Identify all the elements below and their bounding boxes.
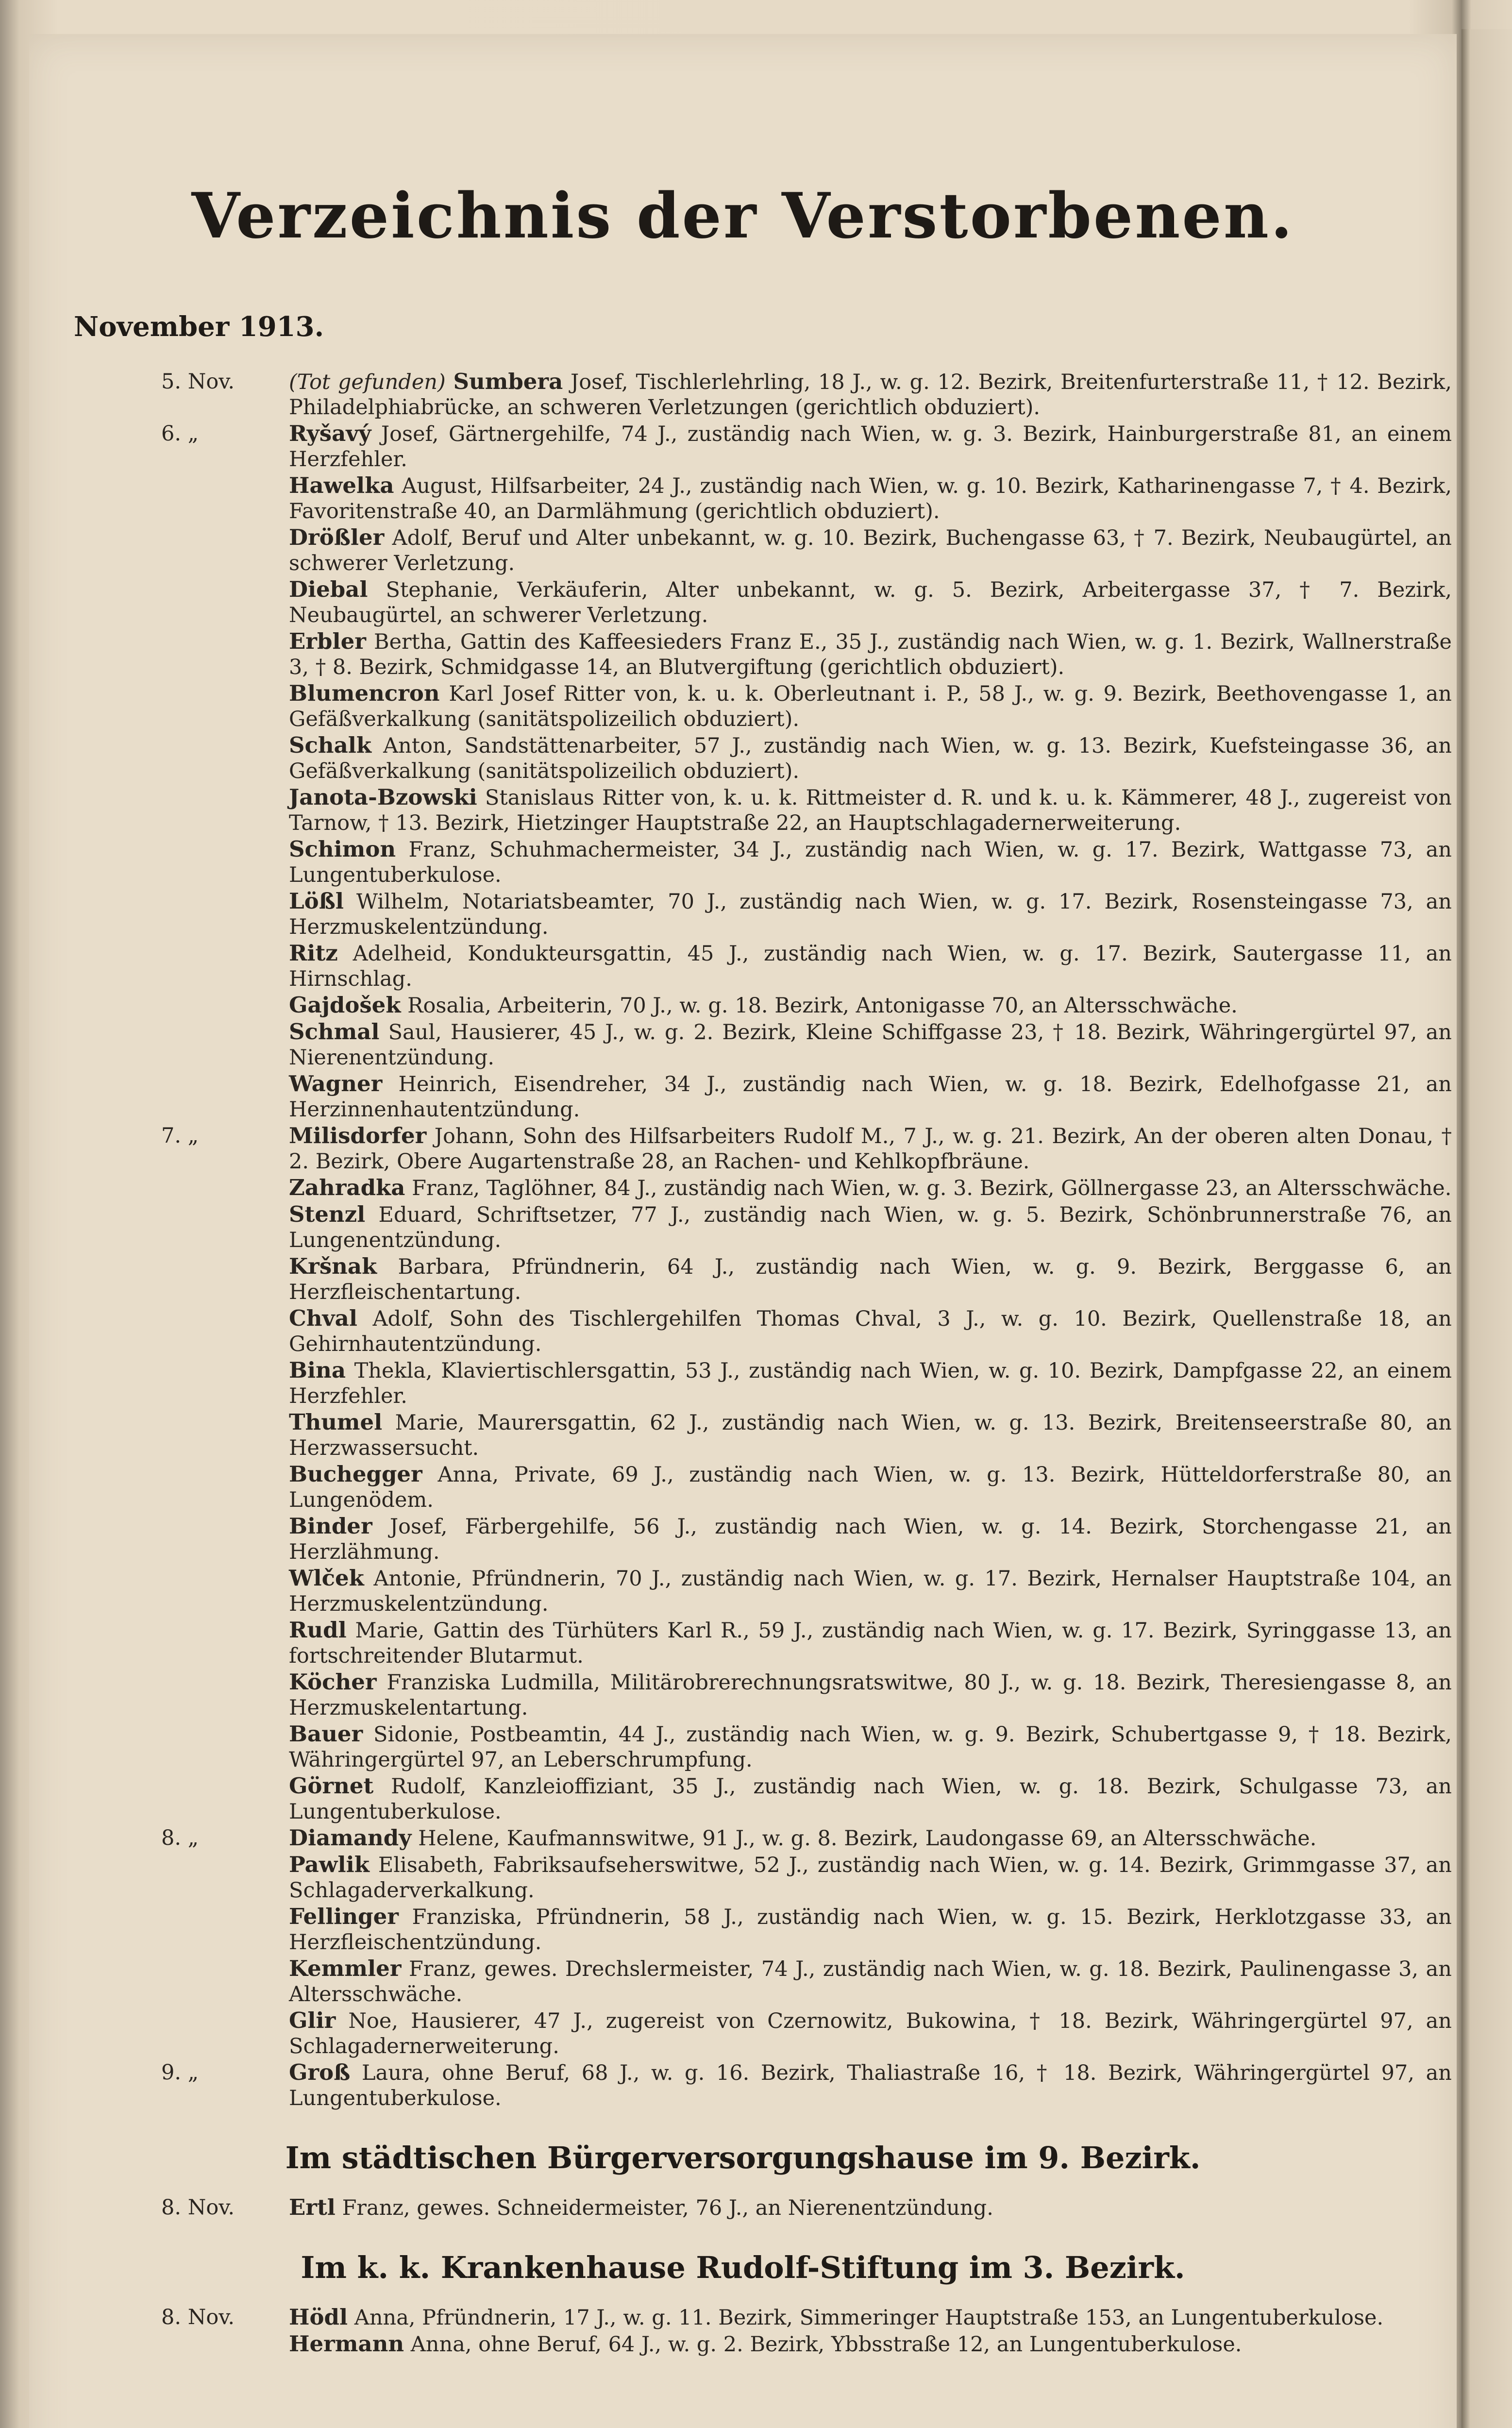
entry-details: Stanislaus Ritter von, k. u. k. Rittmeister d. R. und k. u. k. Kämmerer, 48 J., zugereist von Tarnow, † 13. Bezirk, Hietzinger Hauptstraße 22, an Hauptschlagadernerweiterung.	[289, 786, 1452, 835]
entry-details: Franziska Ludmilla, Militärobrerechnungsratswitwe, 80 J., w. g. 18. Bezirk, Theresiengasse 8, an Herzmuskelentartung.	[289, 1670, 1452, 1720]
entry-surname: Chval	[289, 1305, 357, 1331]
death-entry	[29, 1254, 1457, 1305]
entry-details: Josef, Gärtnergehilfe, 74 J., zuständig nach Wien, w. g. 3. Bezirk, Hainburgerstraße 81, an einem Herzfehler.	[289, 422, 1452, 472]
entry-date: 8. Nov.	[161, 2195, 235, 2220]
death-entry	[29, 577, 1457, 628]
entry-surname: Gajdošek	[289, 992, 401, 1018]
entry-surname: Schalk	[289, 732, 372, 758]
entry-details: Rudolf, Kanzleioffiziant, 35 J., zuständig nach Wien, w. g. 18. Bezirk, Schulgasse 73, an Lungentuberkulose.	[289, 1774, 1452, 1824]
entry-surname: Kemmler	[289, 1956, 402, 1981]
month-heading: November 1913.	[74, 311, 324, 343]
entry-surname: Görnet	[289, 1773, 374, 1799]
section-title-rudolf-stiftung: Im k. k. Krankenhause Rudolf-Stiftung im 3. Bezirk.	[301, 2250, 1185, 2285]
entry-details: Eduard, Schriftsetzer, 77 J., zuständig nach Wien, w. g. 5. Bezirk, Schönbrunnerstraße 76, an Lungenentzündung.	[289, 1203, 1452, 1252]
entry-surname: Milisdorfer	[289, 1123, 427, 1148]
entry-details: Franz, Taglöhner, 84 J., zuständig nach Wien, w. g. 3. Bezirk, Göllnergasse 23, an Altersschwäche.	[412, 1176, 1452, 1200]
entry-surname: Wagner	[289, 1071, 383, 1096]
entry-details: Adelheid, Kondukteursgattin, 45 J., zuständig nach Wien, w. g. 17. Bezirk, Sautergasse 11, an Hirnschlag.	[289, 942, 1452, 991]
entry-date: 8. Nov.	[161, 2305, 235, 2329]
death-entry	[29, 681, 1457, 732]
entry-surname: Glir	[289, 2007, 336, 2033]
entry-details: Sidonie, Postbeamtin, 44 J., zuständig nach Wien, w. g. 9. Bezirk, Schubertgasse 9, † 18. Bezirk, Währingergürtel 97, an Leberschrumpfung.	[289, 1722, 1452, 1772]
entry-details: Marie, Maurersgattin, 62 J., zuständig nach Wien, w. g. 13. Bezirk, Breitenseerstraße 80, an Herzwassersucht.	[289, 1411, 1452, 1460]
death-entry	[29, 993, 1457, 1018]
entry-surname: Janota-Bzowski	[289, 784, 477, 810]
death-entry	[29, 1904, 1457, 1955]
death-entry	[29, 1202, 1457, 1253]
section-entries-buergerversorgungshaus	[29, 2195, 1457, 2221]
death-entry	[29, 1773, 1457, 1824]
death-entry	[29, 2060, 1457, 2111]
death-entry	[29, 1514, 1457, 1565]
death-entry	[29, 1618, 1457, 1669]
entry-details: Antonie, Pfründnerin, 70 J., zuständig nach Wien, w. g. 17. Bezirk, Hernalser Hauptstraße 104, an Herzmuskelentzündung.	[289, 1567, 1452, 1616]
entry-surname: Sumbera	[453, 369, 563, 394]
entry-surname: Schimon	[289, 836, 396, 862]
death-entry	[29, 2008, 1457, 2059]
death-entry	[29, 369, 1457, 420]
death-entry	[29, 2195, 1457, 2221]
entry-details: Anton, Sandstättenarbeiter, 57 J., zuständig nach Wien, w. g. 13. Bezirk, Kuefsteingasse 36, an Gefäßverkalkung (sanitätspolizeilich obduziert).	[289, 734, 1452, 783]
death-entry	[29, 1721, 1457, 1772]
section-title-buergerversorgungshaus: Im städtischen Bürgerversorgungshause im 9. Bezirk.	[285, 2140, 1201, 2175]
death-entry	[29, 1825, 1457, 1851]
death-entry	[29, 1566, 1457, 1617]
entry-details: Bertha, Gattin des Kaffeesieders Franz E., 35 J., zuständig nach Wien, w. g. 1. Bezirk, Wallnerstraße 3, † 8. Bezirk, Schmidgasse 14, an Blutvergiftung (gerichtlich obduziert).	[289, 630, 1452, 679]
entry-surname: Bina	[289, 1357, 346, 1383]
entry-details: Marie, Gattin des Türhüters Karl R., 59 J., zuständig nach Wien, w. g. 17. Bezirk, Syringgasse 13, an fortschreitender Blutarmut.	[289, 1619, 1452, 1668]
entry-surname: Rudl	[289, 1617, 347, 1643]
entry-details: Thekla, Klaviertischlersgattin, 53 J., zuständig nach Wien, w. g. 10. Bezirk, Dampfgasse 22, an einem Herzfehler.	[289, 1359, 1452, 1408]
death-entry	[29, 1019, 1457, 1070]
death-entry	[29, 421, 1457, 472]
entry-surname: Diamandy	[289, 1825, 412, 1851]
entry-details: Anna, Private, 69 J., zuständig nach Wien, w. g. 13. Bezirk, Hütteldorferstraße 80, an Lungenödem.	[289, 1463, 1452, 1512]
entry-surname: Wlček	[289, 1565, 364, 1591]
entry-details: Franz, gewes. Schneidermeister, 76 J., an Nierenentzündung.	[342, 2196, 993, 2220]
death-entry	[29, 2331, 1457, 2357]
entry-details: Franz, gewes. Drechslermeister, 74 J., zuständig nach Wien, w. g. 18. Bezirk, Paulinengasse 3, an Altersschwäche.	[289, 1957, 1452, 2006]
death-entry	[29, 1175, 1457, 1201]
entry-surname: Fellinger	[289, 1904, 399, 1929]
main-entries	[29, 369, 1457, 2111]
entry-surname: Schmal	[289, 1019, 380, 1045]
entry-surname: Stenzl	[289, 1201, 366, 1227]
death-entry	[29, 2305, 1457, 2330]
entry-surname: Lößl	[289, 888, 344, 914]
entry-details: Elisabeth, Fabriksaufseherswitwe, 52 J., zuständig nach Wien, w. g. 14. Bezirk, Grimmgasse 37, an Schlagaderverkalkung.	[289, 1853, 1452, 1903]
entries-list	[29, 369, 1457, 2358]
entry-date: 5. Nov.	[161, 370, 235, 394]
death-entry	[29, 837, 1457, 888]
entry-details: Adolf, Beruf und Alter unbekannt, w. g. 10. Bezirk, Buchengasse 63, † 7. Bezirk, Neubaugürtel, an schwerer Verletzung.	[289, 526, 1452, 575]
entry-details: Heinrich, Eisendreher, 34 J., zuständig nach Wien, w. g. 18. Bezirk, Edelhofgasse 21, an Herzinnenhautentzündung.	[289, 1072, 1452, 1122]
entry-surname: Thumel	[289, 1409, 383, 1435]
entry-details: August, Hilfsarbeiter, 24 J., zuständig nach Wien, w. g. 10. Bezirk, Katharinengasse 7, † 4. Bezirk, Favoritenstraße 40, an Darmlähmung (gerichtlich obduziert).	[289, 474, 1452, 523]
section-entries-rudolf-stiftung	[29, 2305, 1457, 2357]
death-entry	[29, 525, 1457, 576]
death-entry	[29, 785, 1457, 836]
death-entry	[29, 1956, 1457, 2007]
entry-surname: Ritz	[289, 940, 338, 966]
entry-surname: Ertl	[289, 2194, 336, 2220]
entry-date: 8. „	[161, 1826, 199, 1850]
entry-date: 7. „	[161, 1124, 199, 1148]
entry-surname: Ryšavý	[289, 421, 371, 446]
entry-date: 9. „	[161, 2060, 199, 2085]
death-entry	[29, 1123, 1457, 1174]
death-entry	[29, 889, 1457, 940]
entry-details: Noe, Hausierer, 47 J., zugereist von Czernowitz, Bukowina, † 18. Bezirk, Währingergürtel 97, an Schlagadernerweiterung.	[289, 2009, 1452, 2058]
death-entry	[29, 1462, 1457, 1513]
page-title: Verzeichnis der Verstorbenen.	[191, 180, 1294, 253]
entry-surname: Buchegger	[289, 1461, 422, 1487]
entry-surname: Bauer	[289, 1721, 363, 1747]
death-entry	[29, 1852, 1457, 1903]
entry-details: Laura, ohne Beruf, 68 J., w. g. 16. Bezirk, Thaliastraße 16, † 18. Bezirk, Währingergürtel 97, an Lungentuberkulose.	[289, 2061, 1452, 2110]
entry-surname: Blumencron	[289, 680, 440, 706]
entry-surname: Hödl	[289, 2304, 348, 2330]
entry-surname: Köcher	[289, 1669, 377, 1695]
entry-details: Adolf, Sohn des Tischlergehilfen Thomas Chval, 3 J., w. g. 10. Bezirk, Quellenstraße 18, an Gehirnhautentzündung.	[289, 1307, 1452, 1356]
entry-details: Josef, Tischlerlehrling, 18 J., w. g. 12. Bezirk, Breitenfurterstraße 11, † 12. Bezirk, Philadelphiabrücke, an schweren Verletzungen (gerichtlich obduziert).	[289, 370, 1452, 420]
death-entry	[29, 733, 1457, 784]
death-entry	[29, 473, 1457, 524]
death-entry	[29, 941, 1457, 992]
entry-details: Franziska, Pfründnerin, 58 J., zuständig nach Wien, w. g. 15. Bezirk, Herklotzgasse 33, an Herzfleischentzündung.	[289, 1905, 1452, 1955]
entry-details: Anna, ohne Beruf, 64 J., w. g. 2. Bezirk, Ybbsstraße 12, an Lungentuberkulose.	[410, 2332, 1242, 2357]
entry-date: 6. „	[161, 422, 199, 446]
entry-surname: Zahradka	[289, 1175, 405, 1200]
entry-details: Wilhelm, Notariatsbeamter, 70 J., zuständig nach Wien, w. g. 17. Bezirk, Rosensteingasse 73, an Herzmuskelentzündung.	[289, 890, 1452, 939]
death-entry	[29, 629, 1457, 680]
entry-surname: Binder	[289, 1513, 372, 1539]
entry-details: Franz, Schuhmachermeister, 34 J., zuständig nach Wien, w. g. 17. Bezirk, Wattgasse 73, an Lungentuberkulose.	[289, 838, 1452, 887]
entry-note: (Tot gefunden)	[289, 370, 446, 394]
entry-surname: Diebal	[289, 576, 368, 602]
death-entry	[29, 1071, 1457, 1122]
entry-details: Johann, Sohn des Hilfsarbeiters Rudolf M., 7 J., w. g. 21. Bezirk, An der oberen alten Donau, † 2. Bezirk, Obere Augartenstraße 28, an Rachen- und Kehlkopfbräune.	[289, 1124, 1452, 1174]
document-page	[29, 34, 1457, 2428]
entry-surname: Pawlik	[289, 1852, 370, 1877]
entry-details: Saul, Hausierer, 45 J., w. g. 2. Bezirk, Kleine Schiffgasse 23, † 18. Bezirk, Währingergürtel 97, an Nierenentzündung.	[289, 1020, 1452, 1070]
death-entry	[29, 1306, 1457, 1357]
entry-details: Anna, Pfründnerin, 17 J., w. g. 11. Bezirk, Simmeringer Hauptstraße 153, an Lungentuberkulose.	[354, 2306, 1384, 2330]
death-entry	[29, 1358, 1457, 1409]
entry-surname: Drößler	[289, 524, 385, 550]
entry-surname: Hermann	[289, 2331, 404, 2357]
entry-details: Barbara, Pfründnerin, 64 J., zuständig nach Wien, w. g. 9. Bezirk, Berggasse 6, an Herzfleischentartung.	[289, 1255, 1452, 1304]
death-entry	[29, 1410, 1457, 1461]
entry-surname: Erbler	[289, 628, 366, 654]
adjacent-page-edge	[1462, 29, 1512, 2428]
death-entry	[29, 1669, 1457, 1720]
entry-surname: Groß	[289, 2059, 351, 2085]
entry-details: Rosalia, Arbeiterin, 70 J., w. g. 18. Bezirk, Antonigasse 70, an Altersschwäche.	[407, 994, 1238, 1018]
entry-surname: Hawelka	[289, 472, 394, 498]
entry-details: Karl Josef Ritter von, k. u. k. Oberleutnant i. P., 58 J., w. g. 9. Bezirk, Beethovengasse 1, an Gefäßverkalkung (sanitätspolizeilich obduziert).	[289, 682, 1452, 731]
entry-surname: Kršnak	[289, 1253, 377, 1279]
entry-details: Josef, Färbergehilfe, 56 J., zuständig nach Wien, w. g. 14. Bezirk, Storchengasse 21, an Herzlähmung.	[289, 1515, 1452, 1564]
entry-details: Helene, Kaufmannswitwe, 91 J., w. g. 8. Bezirk, Laudongasse 69, an Altersschwäche.	[418, 1826, 1317, 1851]
entry-details: Stephanie, Verkäuferin, Alter unbekannt, w. g. 5. Bezirk, Arbeitergasse 37, † 7. Bezirk, Neubaugürtel, an schwerer Verletzung.	[289, 578, 1452, 627]
